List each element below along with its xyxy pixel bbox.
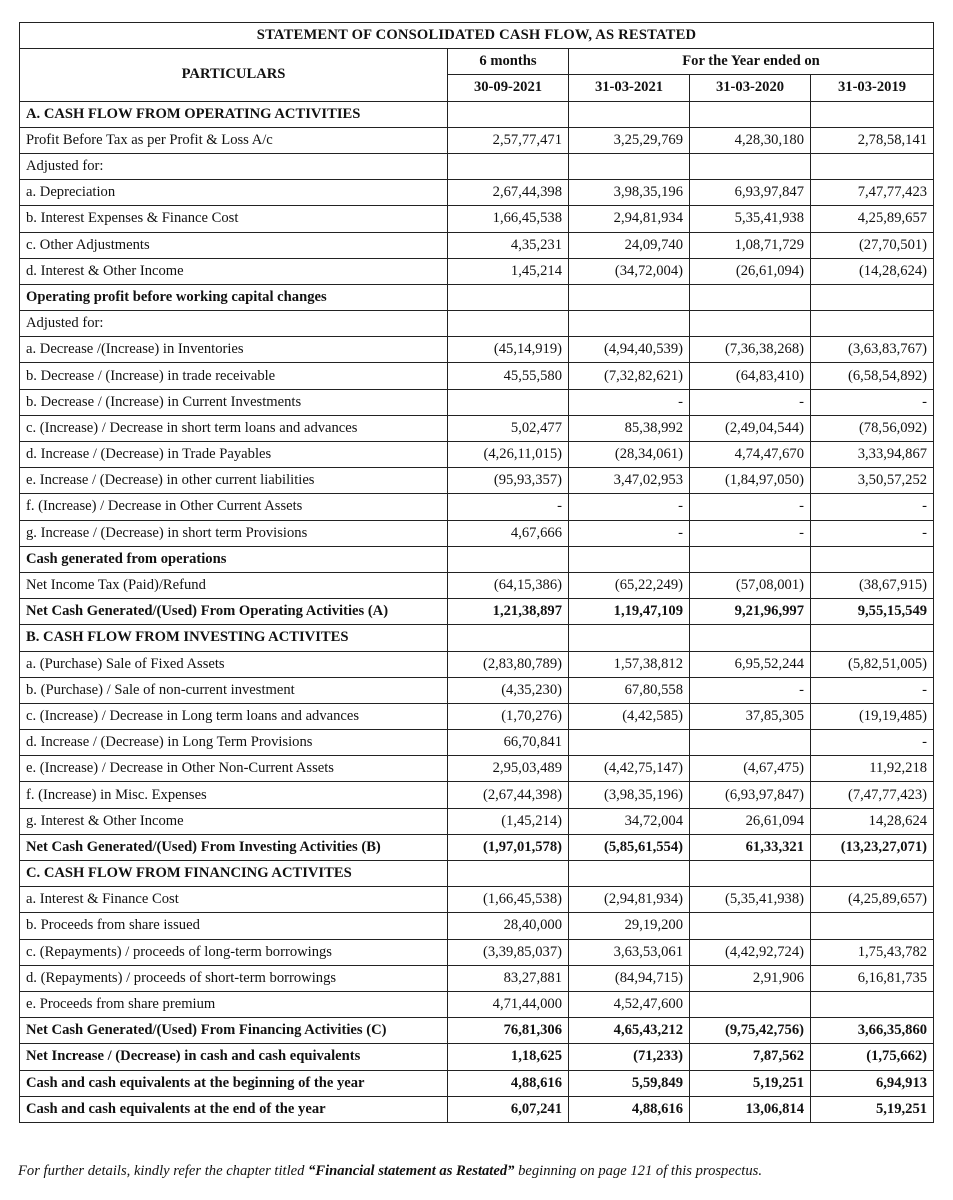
row-value: 9,55,15,549 bbox=[811, 599, 934, 625]
row-value bbox=[448, 153, 569, 179]
table-row bbox=[20, 861, 934, 887]
row-value: 5,02,477 bbox=[448, 415, 569, 441]
table-row bbox=[20, 572, 934, 598]
row-value: (1,97,01,578) bbox=[448, 834, 569, 860]
row-value: 7,47,77,423 bbox=[811, 180, 934, 206]
row-value bbox=[690, 284, 811, 310]
row-value: (4,26,11,015) bbox=[448, 442, 569, 468]
row-value: 3,63,53,061 bbox=[569, 939, 690, 965]
row-value: - bbox=[448, 494, 569, 520]
row-value: - bbox=[569, 520, 690, 546]
row-value: 1,19,47,109 bbox=[569, 599, 690, 625]
row-value bbox=[690, 311, 811, 337]
row-value: (1,75,662) bbox=[811, 1044, 934, 1070]
row-value: 1,08,71,729 bbox=[690, 232, 811, 258]
row-value: 4,52,47,600 bbox=[569, 991, 690, 1017]
table-row bbox=[20, 127, 934, 153]
row-value: - bbox=[811, 494, 934, 520]
row-value bbox=[690, 861, 811, 887]
row-label: c. (Increase) / Decrease in Long term loans and advances bbox=[20, 703, 448, 729]
row-value bbox=[569, 861, 690, 887]
row-value bbox=[448, 546, 569, 572]
row-label: Net Cash Generated/(Used) From Investing Activities (B) bbox=[20, 834, 448, 860]
table-row bbox=[20, 1044, 934, 1070]
table-row bbox=[20, 677, 934, 703]
table-row bbox=[20, 180, 934, 206]
date-header: 31-03-2019 bbox=[811, 75, 934, 101]
row-value: (4,42,75,147) bbox=[569, 756, 690, 782]
row-value: 3,33,94,867 bbox=[811, 442, 934, 468]
row-value bbox=[569, 730, 690, 756]
row-value: (4,42,585) bbox=[569, 703, 690, 729]
row-value: (5,35,41,938) bbox=[690, 887, 811, 913]
row-label: b. (Purchase) / Sale of non-current investment bbox=[20, 677, 448, 703]
row-value bbox=[448, 861, 569, 887]
table-row bbox=[20, 337, 934, 363]
row-value bbox=[569, 153, 690, 179]
row-value: 1,45,214 bbox=[448, 258, 569, 284]
row-label: Cash and cash equivalents at the end of the year bbox=[20, 1096, 448, 1122]
table-row bbox=[20, 284, 934, 310]
row-value: 4,25,89,657 bbox=[811, 206, 934, 232]
row-value: - bbox=[811, 677, 934, 703]
row-value: (3,63,83,767) bbox=[811, 337, 934, 363]
row-value: (64,15,386) bbox=[448, 572, 569, 598]
row-value: (7,32,82,621) bbox=[569, 363, 690, 389]
table-row bbox=[20, 363, 934, 389]
row-value bbox=[690, 625, 811, 651]
row-label: C. CASH FLOW FROM FINANCING ACTIVITES bbox=[20, 861, 448, 887]
row-value: (26,61,094) bbox=[690, 258, 811, 284]
row-value: 3,66,35,860 bbox=[811, 1018, 934, 1044]
row-label: Net Cash Generated/(Used) From Financing Activities (C) bbox=[20, 1018, 448, 1044]
particulars-header: PARTICULARS bbox=[20, 49, 448, 101]
table-row bbox=[20, 206, 934, 232]
row-value: 24,09,740 bbox=[569, 232, 690, 258]
row-value: 3,98,35,196 bbox=[569, 180, 690, 206]
row-value: 1,57,38,812 bbox=[569, 651, 690, 677]
table-row bbox=[20, 939, 934, 965]
row-value bbox=[811, 311, 934, 337]
row-value: 3,47,02,953 bbox=[569, 468, 690, 494]
row-value: 1,18,625 bbox=[448, 1044, 569, 1070]
date-header: 31-03-2020 bbox=[690, 75, 811, 101]
row-value bbox=[811, 546, 934, 572]
row-value: 3,50,57,252 bbox=[811, 468, 934, 494]
table-row bbox=[20, 808, 934, 834]
row-value: - bbox=[690, 389, 811, 415]
row-value: 2,95,03,489 bbox=[448, 756, 569, 782]
row-value: 6,16,81,735 bbox=[811, 965, 934, 991]
row-value: 5,19,251 bbox=[811, 1096, 934, 1122]
row-label: Adjusted for: bbox=[20, 153, 448, 179]
row-value: 4,67,666 bbox=[448, 520, 569, 546]
row-value: 76,81,306 bbox=[448, 1018, 569, 1044]
row-value: (2,49,04,544) bbox=[690, 415, 811, 441]
row-value: 2,78,58,141 bbox=[811, 127, 934, 153]
row-value: 1,75,43,782 bbox=[811, 939, 934, 965]
row-value bbox=[448, 389, 569, 415]
row-value: 4,65,43,212 bbox=[569, 1018, 690, 1044]
row-value: (13,23,27,071) bbox=[811, 834, 934, 860]
row-label: Net Cash Generated/(Used) From Operating Activities (A) bbox=[20, 599, 448, 625]
row-value: 85,38,992 bbox=[569, 415, 690, 441]
row-label: Profit Before Tax as per Profit & Loss A/c bbox=[20, 127, 448, 153]
row-value: 2,91,906 bbox=[690, 965, 811, 991]
row-value bbox=[569, 546, 690, 572]
row-value: (6,93,97,847) bbox=[690, 782, 811, 808]
row-value: (1,66,45,538) bbox=[448, 887, 569, 913]
row-value: 4,88,616 bbox=[448, 1070, 569, 1096]
footnote-prefix: For further details, kindly refer the chapter titled bbox=[18, 1163, 309, 1179]
row-label: Net Increase / (Decrease) in cash and cash equivalents bbox=[20, 1044, 448, 1070]
cash-flow-table bbox=[19, 22, 934, 1123]
row-value: 66,70,841 bbox=[448, 730, 569, 756]
row-value: (19,19,485) bbox=[811, 703, 934, 729]
table-body bbox=[20, 101, 934, 1122]
row-value bbox=[690, 991, 811, 1017]
table-row bbox=[20, 782, 934, 808]
row-label: d. Interest & Other Income bbox=[20, 258, 448, 284]
table-row bbox=[20, 468, 934, 494]
row-value bbox=[569, 625, 690, 651]
row-value: (4,42,92,724) bbox=[690, 939, 811, 965]
row-label: B. CASH FLOW FROM INVESTING ACTIVITES bbox=[20, 625, 448, 651]
row-value: 11,92,218 bbox=[811, 756, 934, 782]
table-row bbox=[20, 1070, 934, 1096]
table-row bbox=[20, 258, 934, 284]
row-value: (4,94,40,539) bbox=[569, 337, 690, 363]
footnote bbox=[18, 1163, 943, 1180]
row-value: 37,85,305 bbox=[690, 703, 811, 729]
table-row bbox=[20, 625, 934, 651]
row-value bbox=[569, 284, 690, 310]
row-value bbox=[690, 730, 811, 756]
row-value: 6,93,97,847 bbox=[690, 180, 811, 206]
row-value: (1,70,276) bbox=[448, 703, 569, 729]
row-value: 67,80,558 bbox=[569, 677, 690, 703]
row-value: (1,45,214) bbox=[448, 808, 569, 834]
table-row bbox=[20, 311, 934, 337]
table-row bbox=[20, 415, 934, 441]
row-value: (5,82,51,005) bbox=[811, 651, 934, 677]
row-label: e. Increase / (Decrease) in other current liabilities bbox=[20, 468, 448, 494]
row-value bbox=[811, 991, 934, 1017]
row-value: - bbox=[569, 389, 690, 415]
row-value: - bbox=[811, 520, 934, 546]
row-value: 6,07,241 bbox=[448, 1096, 569, 1122]
row-label: e. (Increase) / Decrease in Other Non-Current Assets bbox=[20, 756, 448, 782]
row-value: 14,28,624 bbox=[811, 808, 934, 834]
row-value bbox=[811, 913, 934, 939]
row-value: (27,70,501) bbox=[811, 232, 934, 258]
table-row bbox=[20, 389, 934, 415]
row-value: (1,84,97,050) bbox=[690, 468, 811, 494]
row-value: 2,94,81,934 bbox=[569, 206, 690, 232]
row-value: 5,59,849 bbox=[569, 1070, 690, 1096]
table-row bbox=[20, 153, 934, 179]
table-row bbox=[20, 730, 934, 756]
row-value bbox=[448, 101, 569, 127]
row-value: - bbox=[811, 730, 934, 756]
row-value: 4,71,44,000 bbox=[448, 991, 569, 1017]
row-value: (65,22,249) bbox=[569, 572, 690, 598]
row-label: a. (Purchase) Sale of Fixed Assets bbox=[20, 651, 448, 677]
table-row bbox=[20, 651, 934, 677]
row-value: 83,27,881 bbox=[448, 965, 569, 991]
table-row bbox=[20, 546, 934, 572]
row-value: (7,36,38,268) bbox=[690, 337, 811, 363]
row-value: (78,56,092) bbox=[811, 415, 934, 441]
row-value: 61,33,321 bbox=[690, 834, 811, 860]
row-value: 5,35,41,938 bbox=[690, 206, 811, 232]
row-value bbox=[811, 625, 934, 651]
row-value: (2,94,81,934) bbox=[569, 887, 690, 913]
row-label: A. CASH FLOW FROM OPERATING ACTIVITIES bbox=[20, 101, 448, 127]
row-label: c. (Repayments) / proceeds of long-term borrowings bbox=[20, 939, 448, 965]
row-label: f. (Increase) / Decrease in Other Current Assets bbox=[20, 494, 448, 520]
row-value bbox=[690, 546, 811, 572]
table-row bbox=[20, 834, 934, 860]
row-value: (6,58,54,892) bbox=[811, 363, 934, 389]
row-value: 4,88,616 bbox=[569, 1096, 690, 1122]
row-value: 4,74,47,670 bbox=[690, 442, 811, 468]
row-value bbox=[811, 153, 934, 179]
row-label: b. Interest Expenses & Finance Cost bbox=[20, 206, 448, 232]
row-value: 5,19,251 bbox=[690, 1070, 811, 1096]
row-value bbox=[690, 913, 811, 939]
row-value: 6,94,913 bbox=[811, 1070, 934, 1096]
row-value: 13,06,814 bbox=[690, 1096, 811, 1122]
row-value: (3,39,85,037) bbox=[448, 939, 569, 965]
six-months-header: 6 months bbox=[448, 49, 569, 75]
row-value: 28,40,000 bbox=[448, 913, 569, 939]
row-value bbox=[448, 625, 569, 651]
row-value: 7,87,562 bbox=[690, 1044, 811, 1070]
row-value: - bbox=[811, 389, 934, 415]
row-label: b. Decrease / (Increase) in Current Investments bbox=[20, 389, 448, 415]
year-ended-header: For the Year ended on bbox=[569, 49, 934, 75]
table-row bbox=[20, 232, 934, 258]
footnote-suffix: beginning on page 121 of this prospectus. bbox=[514, 1163, 762, 1179]
row-value: (9,75,42,756) bbox=[690, 1018, 811, 1044]
row-label: a. Interest & Finance Cost bbox=[20, 887, 448, 913]
row-value: 3,25,29,769 bbox=[569, 127, 690, 153]
row-value bbox=[811, 101, 934, 127]
row-value: (71,233) bbox=[569, 1044, 690, 1070]
table-row bbox=[20, 965, 934, 991]
date-header: 31-03-2021 bbox=[569, 75, 690, 101]
row-value: (2,83,80,789) bbox=[448, 651, 569, 677]
row-label: d. Increase / (Decrease) in Long Term Provisions bbox=[20, 730, 448, 756]
row-label: a. Depreciation bbox=[20, 180, 448, 206]
row-value: (3,98,35,196) bbox=[569, 782, 690, 808]
row-value: (84,94,715) bbox=[569, 965, 690, 991]
row-label: b. Proceeds from share issued bbox=[20, 913, 448, 939]
row-value: (28,34,061) bbox=[569, 442, 690, 468]
row-label: a. Decrease /(Increase) in Inventories bbox=[20, 337, 448, 363]
row-value: 45,55,580 bbox=[448, 363, 569, 389]
row-value bbox=[569, 101, 690, 127]
row-value: 1,66,45,538 bbox=[448, 206, 569, 232]
table-row bbox=[20, 756, 934, 782]
row-label: e. Proceeds from share premium bbox=[20, 991, 448, 1017]
row-label: Cash and cash equivalents at the beginning of the year bbox=[20, 1070, 448, 1096]
table-row bbox=[20, 1018, 934, 1044]
row-value: - bbox=[569, 494, 690, 520]
row-value bbox=[690, 101, 811, 127]
row-value: (4,25,89,657) bbox=[811, 887, 934, 913]
row-value bbox=[811, 861, 934, 887]
table-row bbox=[20, 703, 934, 729]
row-value bbox=[690, 153, 811, 179]
table-row bbox=[20, 991, 934, 1017]
row-value: 26,61,094 bbox=[690, 808, 811, 834]
row-value bbox=[448, 284, 569, 310]
row-value bbox=[448, 311, 569, 337]
row-value: 2,57,77,471 bbox=[448, 127, 569, 153]
row-value: (2,67,44,398) bbox=[448, 782, 569, 808]
table-row bbox=[20, 1096, 934, 1122]
cash-flow-statement bbox=[19, 22, 933, 1123]
row-value: (57,08,001) bbox=[690, 572, 811, 598]
row-label: c. (Increase) / Decrease in short term loans and advances bbox=[20, 415, 448, 441]
row-value: 9,21,96,997 bbox=[690, 599, 811, 625]
row-label: g. Interest & Other Income bbox=[20, 808, 448, 834]
row-value: - bbox=[690, 520, 811, 546]
row-value bbox=[569, 311, 690, 337]
table-row bbox=[20, 442, 934, 468]
row-value: (38,67,915) bbox=[811, 572, 934, 598]
row-label: Adjusted for: bbox=[20, 311, 448, 337]
footnote-highlight: “Financial statement as Restated” bbox=[308, 1163, 515, 1179]
row-label: f. (Increase) in Misc. Expenses bbox=[20, 782, 448, 808]
row-label: c. Other Adjustments bbox=[20, 232, 448, 258]
row-value: (64,83,410) bbox=[690, 363, 811, 389]
table-title: STATEMENT OF CONSOLIDATED CASH FLOW, AS RESTATED bbox=[20, 23, 934, 49]
row-value: (4,67,475) bbox=[690, 756, 811, 782]
row-value: 2,67,44,398 bbox=[448, 180, 569, 206]
row-value: (95,93,357) bbox=[448, 468, 569, 494]
date-header: 30-09-2021 bbox=[448, 75, 569, 101]
row-value: 1,21,38,897 bbox=[448, 599, 569, 625]
row-value: (34,72,004) bbox=[569, 258, 690, 284]
row-value: (14,28,624) bbox=[811, 258, 934, 284]
row-value: (45,14,919) bbox=[448, 337, 569, 363]
table-row bbox=[20, 520, 934, 546]
row-label: g. Increase / (Decrease) in short term Provisions bbox=[20, 520, 448, 546]
row-label: Net Income Tax (Paid)/Refund bbox=[20, 572, 448, 598]
row-value: 6,95,52,244 bbox=[690, 651, 811, 677]
row-value: - bbox=[690, 677, 811, 703]
row-label: Operating profit before working capital changes bbox=[20, 284, 448, 310]
row-value: - bbox=[690, 494, 811, 520]
row-value bbox=[811, 284, 934, 310]
row-value: (5,85,61,554) bbox=[569, 834, 690, 860]
row-value: (7,47,77,423) bbox=[811, 782, 934, 808]
row-value: (4,35,230) bbox=[448, 677, 569, 703]
table-row bbox=[20, 494, 934, 520]
row-value: 4,28,30,180 bbox=[690, 127, 811, 153]
row-label: d. (Repayments) / proceeds of short-term borrowings bbox=[20, 965, 448, 991]
table-row bbox=[20, 887, 934, 913]
row-value: 34,72,004 bbox=[569, 808, 690, 834]
row-value: 29,19,200 bbox=[569, 913, 690, 939]
table-row bbox=[20, 101, 934, 127]
table-row bbox=[20, 599, 934, 625]
table-row bbox=[20, 913, 934, 939]
row-label: b. Decrease / (Increase) in trade receivable bbox=[20, 363, 448, 389]
row-label: d. Increase / (Decrease) in Trade Payables bbox=[20, 442, 448, 468]
row-value: 4,35,231 bbox=[448, 232, 569, 258]
row-label: Cash generated from operations bbox=[20, 546, 448, 572]
